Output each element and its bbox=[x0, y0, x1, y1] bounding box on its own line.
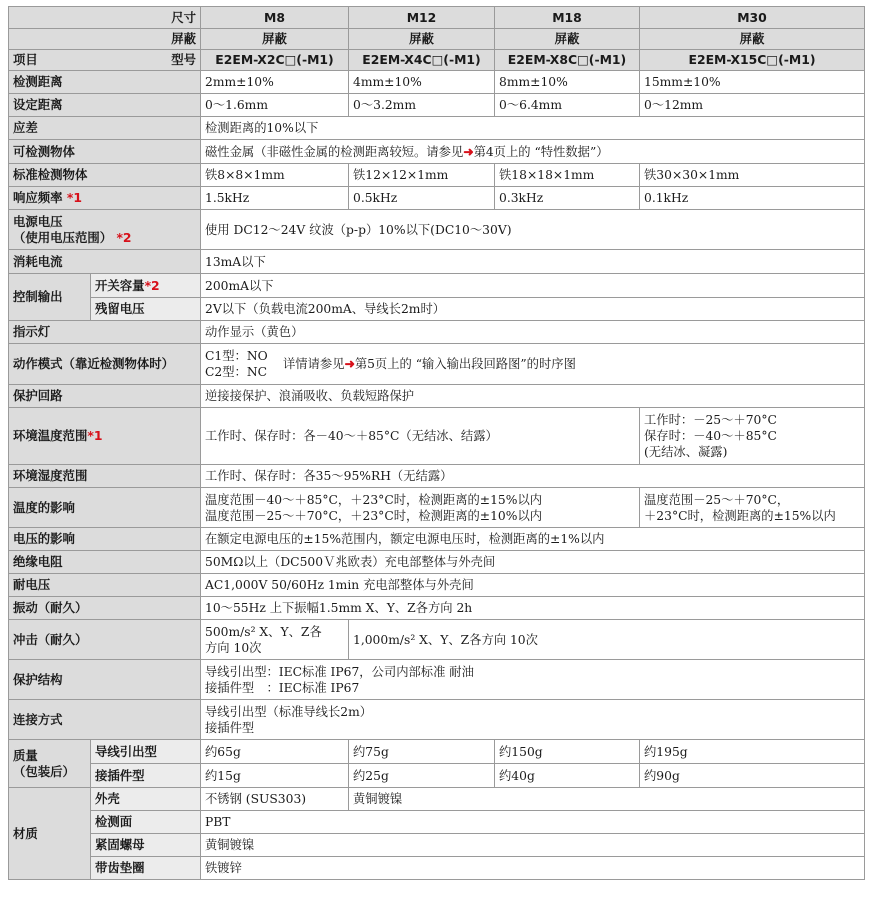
row-insulation bbox=[9, 551, 865, 574]
supply-voltage-value: 使用 DC12～24V 纹波（p-p）10%以下(DC10～30V) bbox=[201, 210, 865, 250]
row-temp-influence bbox=[9, 488, 865, 528]
indicator-label: 指示灯 bbox=[9, 321, 201, 344]
material-nut-value: 黄铜镀镍 bbox=[201, 834, 865, 857]
model-label: 型号 bbox=[171, 52, 196, 67]
detectable-object-label: 可检测物体 bbox=[9, 140, 201, 164]
row-set-distance bbox=[9, 94, 865, 117]
row-material-face bbox=[9, 811, 865, 834]
standard-object-m30: 铁30×30×1mm bbox=[640, 164, 865, 187]
row-ambient-humidity bbox=[9, 465, 865, 488]
residual-voltage-value: 2V以下（负载电流200mA、导线长2m时） bbox=[201, 298, 865, 321]
shock-m8 bbox=[201, 620, 349, 660]
shield-m18: 屏蔽 bbox=[495, 29, 640, 50]
material-face-value: PBT bbox=[201, 811, 865, 834]
ambient-temp-m30-line2: 保存时：－40～＋85°C bbox=[644, 429, 777, 443]
material-washer-value: 铁镀锌 bbox=[201, 857, 865, 880]
control-output-label: 控制输出 bbox=[9, 274, 91, 321]
shield-label: 屏蔽 bbox=[9, 29, 201, 50]
detect-distance-m8: 2mm±10% bbox=[201, 71, 349, 94]
row-response-freq bbox=[9, 187, 865, 210]
row-material-nut bbox=[9, 834, 865, 857]
standard-object-m12: 铁12×12×1mm bbox=[349, 164, 495, 187]
arrow-right-icon: ➜ bbox=[463, 143, 474, 159]
protection-circuit-value: 逆接接保护、浪涌吸收、负载短路保护 bbox=[201, 385, 865, 408]
response-freq-label: 响应频率 bbox=[13, 190, 63, 205]
standard-object-label: 标准检测物体 bbox=[9, 164, 201, 187]
connection-label: 连接方式 bbox=[9, 700, 201, 740]
set-distance-m12: 0～3.2mm bbox=[349, 94, 495, 117]
ambient-temp-value: 工作时、保存时：各－40～＋85°C（无结冰、结露） bbox=[201, 408, 640, 465]
response-freq-m12: 0.5kHz bbox=[349, 187, 495, 210]
row-mass-cable bbox=[9, 740, 865, 764]
shock-m8-line2: 方向 10次 bbox=[205, 640, 262, 655]
row-ambient-temp bbox=[9, 408, 865, 465]
material-case-label: 外壳 bbox=[91, 788, 201, 811]
row-detect-distance bbox=[9, 71, 865, 94]
model-m30: E2EM-X15C□(-M1) bbox=[640, 50, 865, 71]
response-freq-m18: 0.3kHz bbox=[495, 187, 640, 210]
model-m8: E2EM-X2C□(-M1) bbox=[201, 50, 349, 71]
item-label: 项目 bbox=[13, 52, 38, 67]
standard-object-m8: 铁8×8×1mm bbox=[201, 164, 349, 187]
ambient-temp-label-cell bbox=[9, 408, 201, 465]
set-distance-label: 设定距离 bbox=[9, 94, 201, 117]
material-case-m8: 不锈钢 (SUS303) bbox=[201, 788, 349, 811]
detect-distance-label: 检测距离 bbox=[9, 71, 201, 94]
row-standard-object bbox=[9, 164, 865, 187]
material-case-others: 黄铜镀镍 bbox=[349, 788, 865, 811]
insulation-label: 绝缘电阻 bbox=[9, 551, 201, 574]
ambient-temp-label: 环境温度范围 bbox=[13, 428, 88, 443]
row-residual-voltage bbox=[9, 298, 865, 321]
mass-label: 质量 bbox=[13, 747, 38, 763]
header-size-row bbox=[9, 7, 865, 29]
note-mark: *1 bbox=[66, 190, 82, 205]
size-m12: M12 bbox=[349, 7, 495, 29]
material-label: 材质 bbox=[9, 788, 91, 880]
mass-cable-label: 导线引出型 bbox=[91, 740, 201, 764]
mass-cable-m18: 约150g bbox=[495, 740, 640, 764]
detectable-object-text-b: 第4页上的 “特性数据”） bbox=[473, 144, 609, 159]
operation-mode-label: 动作模式（靠近检测物体时） bbox=[9, 344, 201, 385]
voltage-influence-label: 电压的影响 bbox=[9, 528, 201, 551]
row-shock bbox=[9, 620, 865, 660]
vibration-label: 振动（耐久） bbox=[9, 597, 201, 620]
size-label: 尺寸 bbox=[9, 7, 201, 29]
row-supply-voltage bbox=[9, 210, 865, 250]
operation-mode-c2: C2型：NC bbox=[205, 365, 267, 379]
supply-voltage-label-cell bbox=[9, 210, 201, 250]
shield-m8: 屏蔽 bbox=[201, 29, 349, 50]
mass-connector-m30: 约90g bbox=[640, 764, 865, 788]
mass-connector-label: 接插件型 bbox=[91, 764, 201, 788]
temp-influence-line2: 温度范围－25～＋70°C，＋23°C时，检测距离的±10%以内 bbox=[205, 508, 543, 523]
temp-influence-m30-line1: 温度范围－25～＋70°C， bbox=[644, 492, 790, 507]
set-distance-m18: 0～6.4mm bbox=[495, 94, 640, 117]
temp-influence-label: 温度的影响 bbox=[9, 488, 201, 528]
row-mass-connector bbox=[9, 764, 865, 788]
protective-structure-line2: 接插件型 ：IEC标准 IP67 bbox=[205, 680, 360, 695]
material-washer-label: 带齿垫圈 bbox=[91, 857, 201, 880]
temp-influence-m30-line2: ＋23°C时，检测距离的±15%以内 bbox=[644, 508, 836, 523]
connection-line1: 导线引出型（标准导线长2m） bbox=[205, 704, 373, 719]
row-vibration bbox=[9, 597, 865, 620]
row-connection bbox=[9, 700, 865, 740]
arrow-right-icon: ➜ bbox=[344, 356, 355, 371]
model-m18: E2EM-X8C□(-M1) bbox=[495, 50, 640, 71]
dielectric-label: 耐电压 bbox=[9, 574, 201, 597]
material-face-label: 检测面 bbox=[91, 811, 201, 834]
standard-object-m18: 铁18×18×1mm bbox=[495, 164, 640, 187]
shield-m30: 屏蔽 bbox=[640, 29, 865, 50]
row-operation-mode bbox=[9, 344, 865, 385]
protection-circuit-label: 保护回路 bbox=[9, 385, 201, 408]
response-freq-m8: 1.5kHz bbox=[201, 187, 349, 210]
mass-label-cell bbox=[9, 740, 91, 788]
row-dielectric bbox=[9, 574, 865, 597]
detect-distance-m18: 8mm±10% bbox=[495, 71, 640, 94]
mass-connector-m12: 约25g bbox=[349, 764, 495, 788]
residual-voltage-label: 残留电压 bbox=[91, 298, 201, 321]
hysteresis-label: 应差 bbox=[9, 117, 201, 140]
size-m8: M8 bbox=[201, 7, 349, 29]
supply-voltage-label: 电源电压 bbox=[13, 213, 63, 229]
note-mark: *1 bbox=[87, 428, 103, 443]
note-mark: *2 bbox=[116, 229, 132, 245]
shock-others: 1,000m/s² X、Y、Z各方向 10次 bbox=[349, 620, 865, 660]
ambient-temp-m30 bbox=[640, 408, 865, 465]
material-nut-label: 紧固螺母 bbox=[91, 834, 201, 857]
model-m12: E2EM-X4C□(-M1) bbox=[349, 50, 495, 71]
detect-distance-m12: 4mm±10% bbox=[349, 71, 495, 94]
vibration-value: 10～55Hz 上下振幅1.5mm X、Y、Z各方向 2h bbox=[201, 597, 865, 620]
protective-structure-label: 保护结构 bbox=[9, 660, 201, 700]
mass-cable-m30: 约195g bbox=[640, 740, 865, 764]
response-freq-m30: 0.1kHz bbox=[640, 187, 865, 210]
shield-m12: 屏蔽 bbox=[349, 29, 495, 50]
ambient-temp-m30-line3: (无结冰、凝露) bbox=[644, 445, 728, 459]
row-voltage-influence bbox=[9, 528, 865, 551]
insulation-value: 50MΩ以上（DC500Ｖ兆欧表）充电部整体与外壳间 bbox=[201, 551, 865, 574]
operation-mode-note-b: 第5页上的 “输入输出段回路图”的时序图 bbox=[354, 357, 576, 371]
item-model-cell bbox=[9, 50, 201, 71]
header-model-row bbox=[9, 50, 865, 71]
ambient-humidity-label: 环境湿度范围 bbox=[9, 465, 201, 488]
indicator-value: 动作显示（黄色） bbox=[201, 321, 865, 344]
temp-influence-value bbox=[201, 488, 640, 528]
row-indicator bbox=[9, 321, 865, 344]
row-switching-capacity bbox=[9, 274, 865, 298]
mass-connector-m8: 约15g bbox=[201, 764, 349, 788]
detect-distance-m30: 15mm±10% bbox=[640, 71, 865, 94]
operation-mode-value bbox=[201, 344, 865, 385]
temp-influence-m30 bbox=[640, 488, 865, 528]
row-protection-circuit bbox=[9, 385, 865, 408]
row-material-case bbox=[9, 788, 865, 811]
switching-capacity-value: 200mA以下 bbox=[201, 274, 865, 298]
current-consumption-label: 消耗电流 bbox=[9, 250, 201, 274]
row-material-washer bbox=[9, 857, 865, 880]
set-distance-m30: 0～12mm bbox=[640, 94, 865, 117]
row-detectable-object bbox=[9, 140, 865, 164]
response-freq-label-cell bbox=[9, 187, 201, 210]
switching-capacity-label-cell bbox=[91, 274, 201, 298]
row-protective-structure bbox=[9, 660, 865, 700]
dielectric-value: AC1,000V 50/60Hz 1min 充电部整体与外壳间 bbox=[201, 574, 865, 597]
row-current-consumption bbox=[9, 250, 865, 274]
mass-connector-m18: 约40g bbox=[495, 764, 640, 788]
hysteresis-value: 检测距离的10%以下 bbox=[201, 117, 865, 140]
switching-capacity-label: 开关容量 bbox=[95, 277, 145, 293]
size-m30: M30 bbox=[640, 7, 865, 29]
size-m18: M18 bbox=[495, 7, 640, 29]
detectable-object-value bbox=[201, 140, 865, 164]
connection-value bbox=[201, 700, 865, 740]
protective-structure-value bbox=[201, 660, 865, 700]
mass-label2: （包装后） bbox=[13, 763, 75, 779]
mass-cable-m12: 约75g bbox=[349, 740, 495, 764]
shock-m8-line1: 500m/s² X、Y、Z各 bbox=[205, 624, 322, 639]
header-shield-row bbox=[9, 29, 865, 50]
set-distance-m8: 0～1.6mm bbox=[201, 94, 349, 117]
ambient-temp-m30-line1: 工作时：－25～＋70°C bbox=[644, 413, 777, 427]
voltage-influence-value: 在额定电源电压的±15%范围内，额定电源电压时，检测距离的±1%以内 bbox=[201, 528, 865, 551]
note-mark: *2 bbox=[144, 277, 160, 293]
connection-line2: 接插件型 bbox=[205, 720, 255, 735]
row-hysteresis bbox=[9, 117, 865, 140]
supply-voltage-label2: （使用电压范围） bbox=[13, 229, 113, 245]
protective-structure-line1: 导线引出型：IEC标准 IP67，公司内部标准 耐油 bbox=[205, 664, 474, 679]
shock-label: 冲击（耐久） bbox=[9, 620, 201, 660]
current-consumption-value: 13mA以下 bbox=[201, 250, 865, 274]
mass-cable-m8: 约65g bbox=[201, 740, 349, 764]
spec-table bbox=[8, 6, 865, 880]
operation-mode-note-a: 详情请参见 bbox=[283, 357, 345, 371]
ambient-humidity-value: 工作时、保存时：各35～95%RH（无结露） bbox=[201, 465, 865, 488]
temp-influence-line1: 温度范围－40～＋85°C，＋23°C时，检测距离的±15%以内 bbox=[205, 492, 543, 507]
detectable-object-text-a: 磁性金属（非磁性金属的检测距离较短。请参见 bbox=[205, 144, 464, 159]
operation-mode-c1: C1型：NO bbox=[205, 349, 268, 363]
